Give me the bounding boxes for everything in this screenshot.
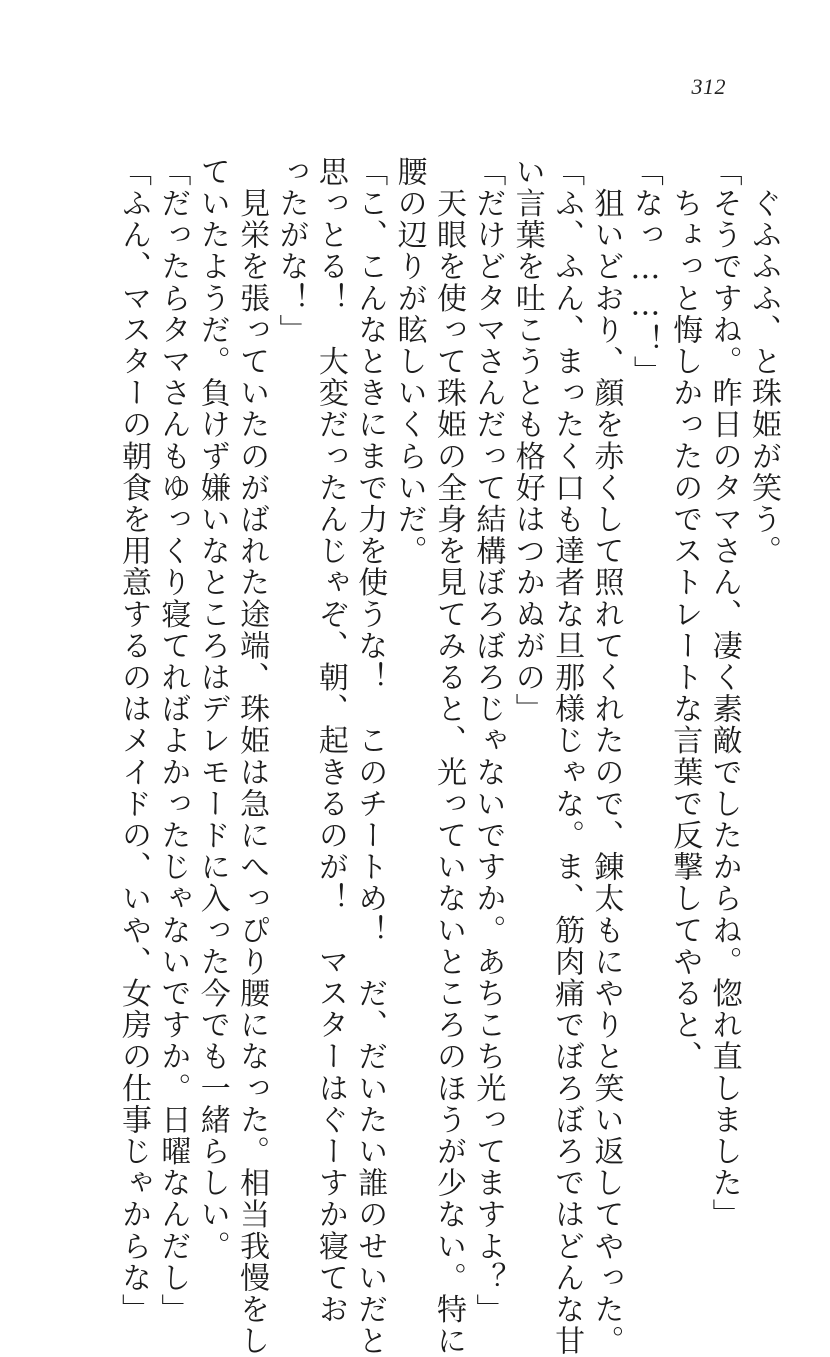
text-line: 「こ、こんなときにまで力を使うな！ このチートめ！ だ、だいたい誰のせいだと <box>352 156 388 1357</box>
text-line: ていたようだ。負けず嫌いなところはデレモードに入った今でも一緒らしい。 <box>194 156 230 1262</box>
text-line: 思っとる！ 大変だったんじゃぞ、朝、起きるのが！ マスターはぐーすか寝てお <box>312 156 348 1326</box>
text-line: ちょっと悔しかったのでストレートな言葉で反撃してやると、 <box>667 156 703 1073</box>
text-line: 「ふ、ふん、まったく口も達者な旦那様じゃな。ま、筋肉痛でぼろぼろではどんな甘 <box>549 156 585 1357</box>
text-line: 「だけどタマさんだって結構ぼろぼろじゃないですか。あちこち光ってますよ？」 <box>470 156 506 1326</box>
text-line: 「そうですね。昨日のタマさん、凄く素敵でしたからね。惚れ直しました」 <box>706 156 742 1231</box>
text-line: 「ふん、マスターの朝食を用意するのはメイドの、いや、女房の仕事じゃからな」 <box>116 156 151 1326</box>
text-line: ぐふふふ、と珠姫が笑う。 <box>746 156 781 567</box>
text-line: 腰の辺りが眩しいくらいだ。 <box>391 156 427 567</box>
text-line: 「だったらタマさんもゆっくり寝てればよかったじゃないですか。日曜なんだし」 <box>155 156 191 1326</box>
text-line: ったがな！」 <box>273 156 309 346</box>
text-line: 狙いどおり、顔を赤くして照れてくれたので、錬太もにやりと笑い返してやった。 <box>588 156 624 1357</box>
text-line: 見栄を張っていたのがばれた途端、珠姫は急にへっぴり腰になった。相当我慢をし <box>234 156 270 1357</box>
page-number: 312 <box>691 74 726 99</box>
text-line: 天眼を使って珠姫の全身を見てみると、光っていないところのほうが少ない。特に <box>431 156 466 1357</box>
text-line: い言葉を吐こうとも格好はつかぬがの」 <box>509 156 545 725</box>
text-line: 「なっ……！」 <box>627 156 663 388</box>
body-text <box>116 156 781 1357</box>
